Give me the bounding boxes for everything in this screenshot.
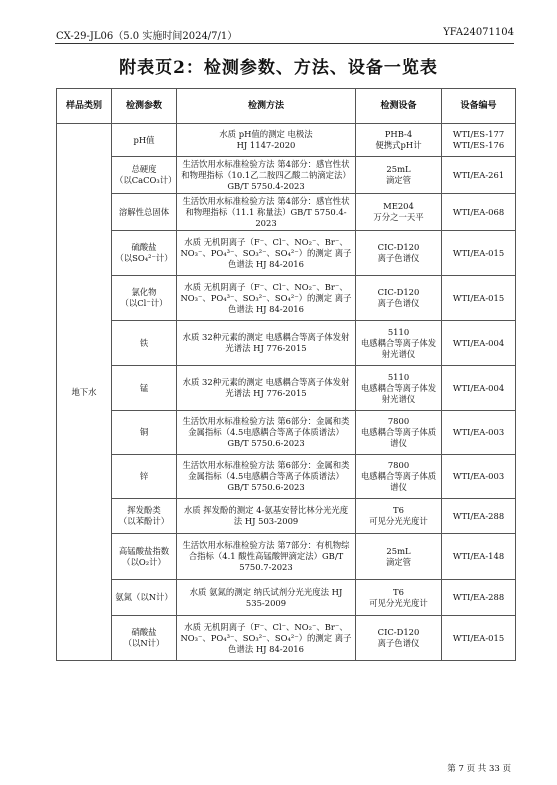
device-id-cell: WTI/ES-177 WTI/ES-176 (442, 124, 516, 157)
parameter-cell: 铜 (112, 411, 177, 455)
method-cell: 生活饮用水标准检验方法 第4部分：感官性状和物理指标（10.1乙二胺四乙酸二钠滴定法）GB/T 5750.4-2023 (177, 157, 356, 194)
device-id-cell: WTI/EA-288 (442, 499, 516, 534)
table-row (57, 499, 516, 534)
method-cell: 水质 pH值的测定 电极法 HJ 1147-2020 (177, 124, 356, 157)
method-cell: 水质 32种元素的测定 电感耦合等离子体发射光谱法 HJ 776-2015 (177, 321, 356, 366)
device-id-cell: WTI/EA-004 (442, 321, 516, 366)
parameter-cell: 高锰酸盐指数 （以O₂计） (112, 534, 177, 580)
table-row (57, 194, 516, 231)
device-id-cell: WTI/EA-003 (442, 455, 516, 499)
device-id-cell: WTI/EA-261 (442, 157, 516, 194)
equipment-cell: 5110 电感耦合等离子体发射光谱仪 (356, 366, 442, 411)
equipment-cell: 25mL 滴定管 (356, 534, 442, 580)
equipment-cell: 25mL 滴定管 (356, 157, 442, 194)
method-cell: 生活饮用水标准检验方法 第7部分：有机物综合指标（4.1 酸性高锰酸钾滴定法）GB/T 5750.7-2023 (177, 534, 356, 580)
sample-category-cell: 地下水 (57, 124, 112, 661)
method-cell: 水质 无机阴离子（F⁻、Cl⁻、NO₂⁻、Br⁻、NO₃⁻、PO₄³⁻、SO₃²⁻、SO₄²⁻）的测定 离子色谱法 HJ 84-2016 (177, 276, 356, 321)
parameter-cell: 硝酸盐 （以N计） (112, 616, 177, 661)
parameter-cell: 锌 (112, 455, 177, 499)
column-header-equipment: 检测设备 (356, 89, 442, 124)
parameter-cell: 硫酸盐 （以SO₄²⁻计） (112, 231, 177, 276)
table-row (57, 616, 516, 661)
device-id-cell: WTI/EA-015 (442, 276, 516, 321)
table-row (57, 366, 516, 411)
header-divider (55, 43, 514, 44)
report-number: YFA24071104 (443, 27, 514, 38)
table-row (57, 124, 516, 157)
column-header-device-id: 设备编号 (442, 89, 516, 124)
page-title: 附表页2：检测参数、方法、设备一览表 (119, 58, 438, 78)
table-row (57, 580, 516, 616)
method-cell: 生活饮用水标准检验方法 第4部分：感官性状和物理指标（11.1 称量法）GB/T 5750.4-2023 (177, 194, 356, 231)
table-header-row (57, 89, 516, 124)
device-id-cell: WTI/EA-288 (442, 580, 516, 616)
column-header-method: 检测方法 (177, 89, 356, 124)
table-row (57, 276, 516, 321)
method-cell: 水质 挥发酚的测定 4-氨基安替比林分光光度法 HJ 503-2009 (177, 499, 356, 534)
equipment-cell: T6 可见分光光度计 (356, 499, 442, 534)
parameter-cell: 溶解性总固体 (112, 194, 177, 231)
parameter-cell: 挥发酚类 （以苯酚计） (112, 499, 177, 534)
doc-code: CX-29-JL06（5.0 实施时间2024/7/1） (56, 31, 238, 42)
parameters-table (56, 88, 516, 661)
method-cell: 水质 32种元素的测定 电感耦合等离子体发射光谱法 HJ 776-2015 (177, 366, 356, 411)
table-row (57, 534, 516, 580)
table-row (57, 157, 516, 194)
parameter-cell: 总硬度 （以CaCO₃计） (112, 157, 177, 194)
device-id-cell: WTI/EA-068 (442, 194, 516, 231)
table-row (57, 455, 516, 499)
method-cell: 生活饮用水标准检验方法 第6部分：金属和类金属指标（4.5电感耦合等离子体质谱法）GB/T 5750.6-2023 (177, 411, 356, 455)
equipment-cell: 7800 电感耦合等离子体质谱仪 (356, 411, 442, 455)
equipment-cell: CIC-D120 离子色谱仪 (356, 276, 442, 321)
method-cell: 水质 无机阴离子（F⁻、Cl⁻、NO₂⁻、Br⁻、NO₃⁻、PO₄³⁻、SO₃²⁻、SO₄²⁻）的测定 离子色谱法 HJ 84-2016 (177, 616, 356, 661)
table-row (57, 321, 516, 366)
method-cell: 水质 氨氮的测定 纳氏试剂分光光度法 HJ 535-2009 (177, 580, 356, 616)
device-id-cell: WTI/EA-015 (442, 231, 516, 276)
equipment-cell: CIC-D120 离子色谱仪 (356, 616, 442, 661)
parameter-cell: pH值 (112, 124, 177, 157)
table-row (57, 411, 516, 455)
column-header-parameter: 检测参数 (112, 89, 177, 124)
table-row (57, 231, 516, 276)
parameter-cell: 氯化物 （以Cl⁻计） (112, 276, 177, 321)
equipment-cell: T6 可见分光光度计 (356, 580, 442, 616)
method-cell: 水质 无机阴离子（F⁻、Cl⁻、NO₂⁻、Br⁻、NO₃⁻、PO₄³⁻、SO₃²⁻、SO₄²⁻）的测定 离子色谱法 HJ 84-2016 (177, 231, 356, 276)
equipment-cell: ME204 万分之一天平 (356, 194, 442, 231)
parameter-cell: 铁 (112, 321, 177, 366)
device-id-cell: WTI/EA-003 (442, 411, 516, 455)
equipment-cell: 7800 电感耦合等离子体质谱仪 (356, 455, 442, 499)
column-header-sample-category: 样品类别 (57, 89, 112, 124)
parameter-cell: 氨氮（以N计） (112, 580, 177, 616)
device-id-cell: WTI/EA-004 (442, 366, 516, 411)
table-body (57, 124, 516, 661)
equipment-cell: 5110 电感耦合等离子体发射光谱仪 (356, 321, 442, 366)
device-id-cell: WTI/EA-015 (442, 616, 516, 661)
device-id-cell: WTI/EA-148 (442, 534, 516, 580)
equipment-cell: PHB-4 便携式pH计 (356, 124, 442, 157)
equipment-cell: CIC-D120 离子色谱仪 (356, 231, 442, 276)
method-cell: 生活饮用水标准检验方法 第6部分：金属和类金属指标（4.5电感耦合等离子体质谱法）GB/T 5750.6-2023 (177, 455, 356, 499)
page-number: 第 7 页 共 33 页 (447, 764, 511, 774)
parameter-cell: 锰 (112, 366, 177, 411)
